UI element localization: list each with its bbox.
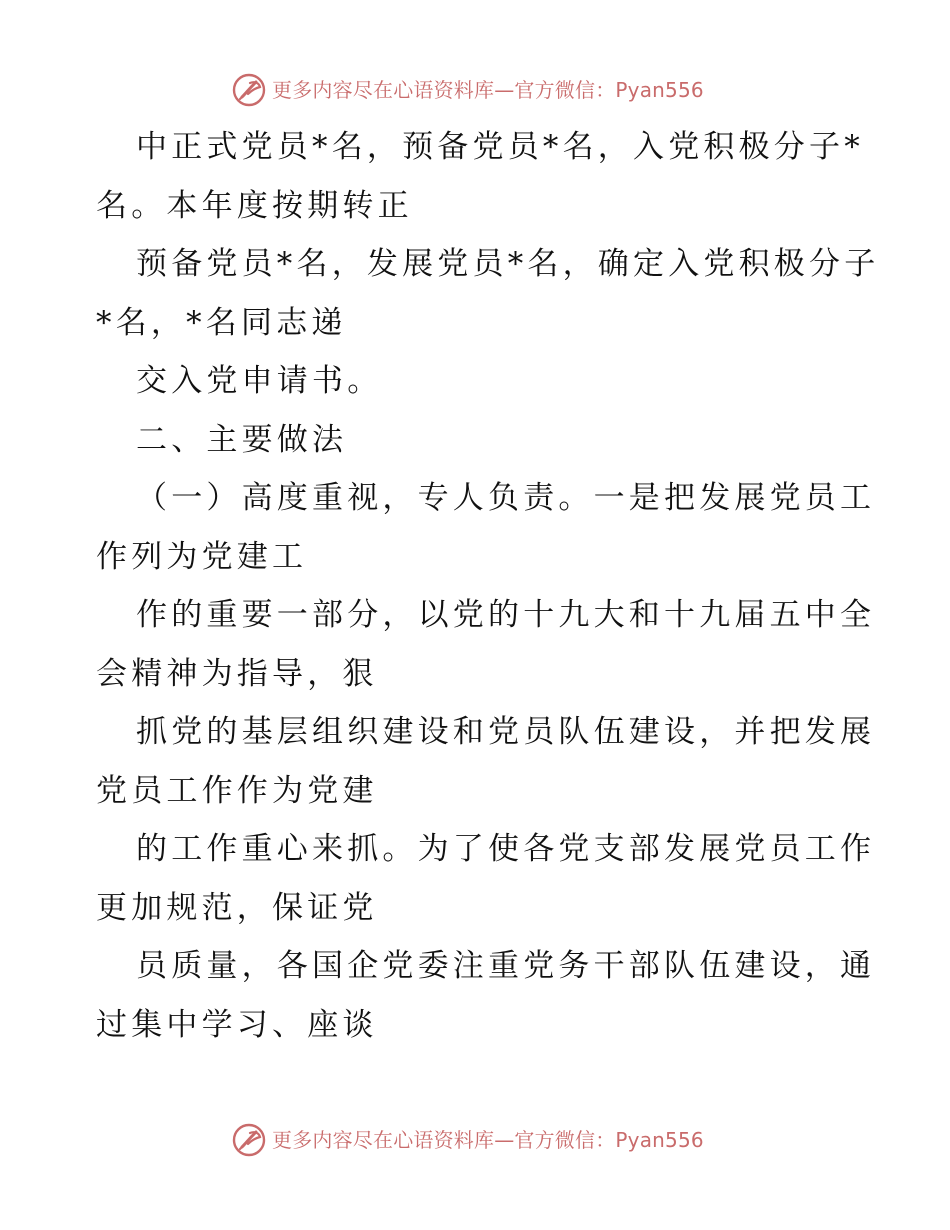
subsection-heading: （一）高度重视，专人负责。一是把发展党员工 xyxy=(136,480,876,516)
document-line: 更加规范，保证党 xyxy=(96,889,378,926)
document-line: 抓党的基层组织建设和党员队伍建设，并把发展 xyxy=(136,714,876,750)
document-line: 作的重要一部分，以党的十九大和十九届五中全 xyxy=(136,597,876,633)
document-line: 中正式党员*名，预备党员*名，入党积极分子* xyxy=(136,129,864,165)
watermark-text: 更多内容尽在心语资料库—官方微信：Pyan556 xyxy=(272,1128,704,1152)
document-line: 交入党申请书。 xyxy=(136,363,383,399)
document-line: 过集中学习、座谈 xyxy=(96,1006,378,1043)
header-watermark xyxy=(232,72,704,108)
document-line: 作列为党建工 xyxy=(96,538,308,575)
footer-watermark xyxy=(232,1122,704,1158)
document-line: 会精神为指导，狠 xyxy=(96,655,378,692)
document-line: 员质量，各国企党委注重党务干部队伍建设，通 xyxy=(136,948,876,984)
document-line: 的工作重心来抓。为了使各党支部发展党员工作 xyxy=(136,831,876,867)
document-line: *名，*名同志递 xyxy=(96,304,347,341)
quill-logo-icon xyxy=(232,1123,266,1157)
document-line: 名。本年度按期转正 xyxy=(96,187,413,224)
document-line: 党员工作作为党建 xyxy=(96,772,378,809)
section-heading: 二、主要做法 xyxy=(136,421,348,458)
watermark-text: 更多内容尽在心语资料库—官方微信：Pyan556 xyxy=(272,78,704,102)
document-line: 预备党员*名，发展党员*名，确定入党积极分子 xyxy=(136,246,880,282)
document-body xyxy=(96,118,880,1054)
quill-logo-icon xyxy=(232,73,266,107)
